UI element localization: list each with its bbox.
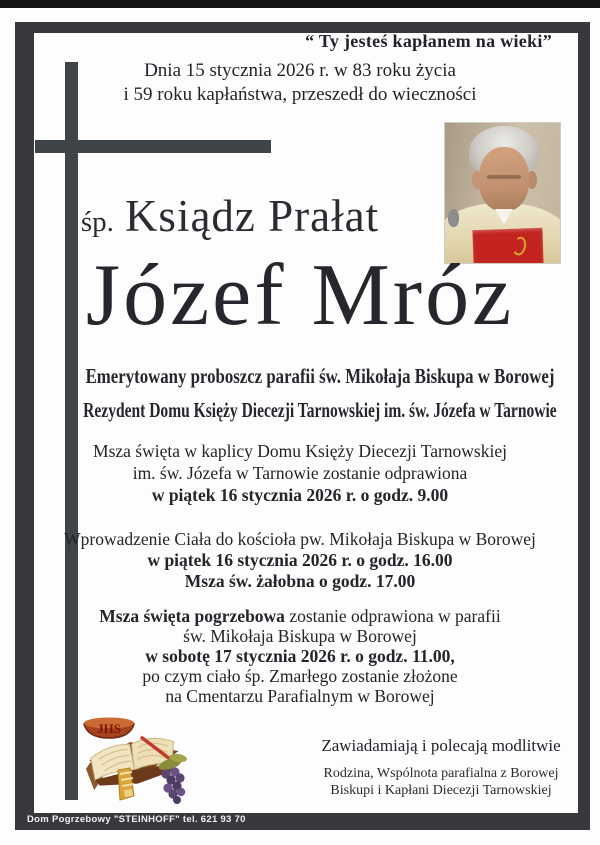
chalice-jhs-text: JHS: [97, 721, 121, 736]
funeral-mass-title: Msza święta pogrzebowa: [99, 606, 285, 626]
chapel-mass-paragraph: [0, 440, 600, 506]
mourning-mass-time: Msza św. żałobna o godz. 17.00: [184, 571, 416, 591]
funeral-mass-line2: św. Mikołaja Biskupa w Borowej: [183, 626, 417, 646]
announcement-line: Zawiadamiają i polecają modlitwie: [321, 736, 561, 755]
introduction-datetime: w piątek 16 stycznia 2026 r. o godz. 16.00: [147, 550, 453, 570]
funeral-mass-line1: [0, 606, 600, 626]
death-date-line2: i 59 roku kapłaństwa, przeszedł do wieczności: [123, 84, 477, 105]
funeral-mass-paragraph: [0, 606, 600, 706]
body-introduction-paragraph: [0, 529, 600, 592]
role-line-1: Emerytowany proboszcz parafii św. Mikołaja Biskupa w Borowej: [85, 364, 555, 388]
chapel-mass-line2: im. św. Józefa w Tarnowie zostanie odprawiona: [132, 463, 468, 483]
honorific-title-row: [0, 190, 460, 242]
mourners-lines: [300, 766, 582, 799]
funeral-home-credit: Dom Pogrzebowy "STEINHOFF" tel. 621 93 70: [27, 814, 246, 825]
chapel-mass-line1: Msza święta w kaplicy Domu Księży Diecezji Tarnowskiej: [93, 441, 507, 461]
funeral-mass-line1-rest: zostanie odprawiona w parafii: [284, 606, 501, 626]
mourners-line2: Biskupi i Kapłani Diecezji Tarnowskiej: [330, 782, 552, 798]
death-date-lines: [0, 59, 600, 107]
photo-face: [479, 147, 529, 211]
role-line-1-wrap: [20, 364, 600, 389]
chapel-mass-datetime: w piątek 16 stycznia 2026 r. o godz. 9.00: [151, 485, 449, 505]
funeral-mass-datetime: w sobotę 17 stycznia 2026 r. o godz. 11.00,: [145, 646, 455, 666]
cross-icon-arm: [35, 140, 271, 153]
funeral-mass-line4: po czym ciało śp. Zmarłego zostanie złożone: [142, 666, 458, 686]
grapes-icon: [161, 767, 185, 804]
scan-top-strip: [0, 0, 600, 8]
mourners-line1: Rodzina, Wspólnota parafialna z Borowej: [323, 766, 559, 781]
bible-chalice-grapes-illustration: [78, 712, 192, 806]
introduction-line1: Wprowadzenie Ciała do kościoła pw. Mikołaja Biskupa w Borowej: [64, 529, 536, 549]
funeral-mass-line5: na Cmentarzu Parafialnym w Borowej: [165, 686, 435, 706]
scripture-quote: “ Ty jesteś kapłanem na wieki”: [305, 31, 552, 51]
death-date-line1: Dnia 15 stycznia 2026 r. w 83 roku życia: [144, 60, 456, 81]
clerical-title: Ksiądz Prałat: [124, 191, 380, 241]
deceased-photo: [445, 123, 560, 263]
role-line-2: Rezydent Domu Księży Diecezji Tarnowskiej im. św. Józefa w Tarnowie: [83, 398, 557, 422]
honorific: śp.: [80, 206, 114, 238]
deceased-name: Józef Mróz: [85, 247, 515, 344]
photo-brow: [487, 175, 521, 179]
role-line-2-wrap: [20, 398, 600, 423]
